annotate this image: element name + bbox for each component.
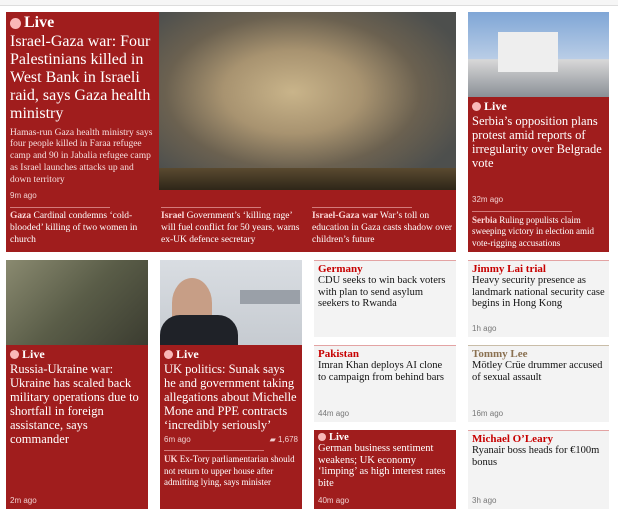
kicker: Jimmy Lai trial [472, 262, 546, 275]
live-dot-icon [318, 433, 326, 441]
timestamp: 3h ago [472, 495, 497, 505]
kicker: Pakistan [318, 347, 359, 360]
story-card-jimmy-lai[interactable] [468, 260, 609, 337]
kicker: Germany [318, 262, 363, 275]
headline[interactable]: Imran Khan deploys AI clone to campaign from behind bars [318, 359, 444, 383]
live-badge [10, 347, 144, 362]
sublink-kicker: Israel [161, 211, 185, 222]
sublink-text: Government’s ‘killing rage’ will fuel conflict for 50 years, warns ex-UK defence secretary [161, 211, 300, 246]
live-label: Live [329, 431, 349, 443]
live-label: Live [22, 346, 45, 361]
sublink[interactable] [161, 207, 307, 247]
live-badge [10, 14, 154, 32]
headline[interactable]: Mötley Crüe drummer accused of sexual assault [472, 359, 603, 383]
comment-count-value: 1,678 [277, 434, 298, 444]
live-badge [472, 99, 605, 114]
comment-count[interactable] [270, 435, 298, 445]
sublink-text: Cardinal condemns ‘cold-blooded’ killing of two women in church [10, 211, 138, 246]
sublink-text: Ex-Tory parliamentarian should not return to upper house after admitting lying, says minister [164, 454, 295, 487]
sublink[interactable] [312, 207, 458, 247]
ukraine-story-card[interactable] [6, 260, 148, 509]
live-dot-icon [164, 350, 173, 359]
story-card-pakistan[interactable] [314, 345, 456, 422]
timestamp: 2m ago [10, 495, 37, 505]
sublink[interactable] [10, 207, 156, 247]
live-dot-icon [10, 18, 21, 29]
soldiers-image [6, 260, 148, 345]
story-card-german-business[interactable] [314, 430, 456, 509]
small-stories-column [468, 260, 609, 509]
sunak-headline[interactable]: UK politics: Sunak says he and government taking allegations about Michelle Mone and PPE contracts ‘incredibly seriously’ [164, 361, 297, 432]
sublink-text: Ruling populists claim sweeping victory in election amid vote-rigging accusations [472, 215, 594, 248]
headline[interactable]: Heavy security presence as landmark national security case begins in Hong Kong [472, 274, 605, 310]
belgrade-image [468, 12, 609, 97]
headline[interactable]: CDU seeks to win back voters with plan to send asylum seekers to Rwanda [318, 274, 446, 310]
headline[interactable]: Ryanair boss heads for €100m bonus [472, 444, 600, 468]
story-card-germany[interactable] [314, 260, 456, 337]
comment-icon: ▰ [269, 434, 276, 444]
sublink[interactable] [472, 211, 605, 249]
live-dot-icon [472, 102, 481, 111]
timestamp: 32m ago [472, 194, 504, 204]
serbia-story-card[interactable] [468, 12, 609, 252]
lead-headline[interactable]: Israel-Gaza war: Four Palestinians killed in West Bank in Israeli raid, says Gaza health ministry [10, 33, 151, 122]
serbia-headline[interactable]: Serbia’s opposition plans protest amid reports of irregularity over Belgrade vote [472, 114, 602, 170]
kicker: Michael O’Leary [472, 432, 553, 445]
live-dot-icon [10, 350, 19, 359]
sublink-kicker: Israel-Gaza war [312, 211, 378, 222]
timestamp: 1h ago [472, 323, 497, 333]
live-badge [318, 432, 452, 443]
ukraine-headline[interactable]: Russia-Ukraine war: Ukraine has scaled back military operations due to shortfall in foreign assistance, says commander [10, 361, 139, 446]
sublink-text: War’s toll on education in Gaza casts shadow over children’s future [312, 211, 453, 246]
sunak-story-card[interactable] [160, 260, 302, 509]
story-card-tommy-lee[interactable] [468, 345, 609, 422]
live-label: Live [176, 346, 199, 361]
live-label: Live [484, 99, 507, 113]
timestamp: 40m ago [318, 495, 350, 505]
sublink-kicker: UK [164, 454, 178, 465]
gaza-smoke-image [159, 12, 456, 190]
sublink[interactable] [164, 450, 298, 488]
front-page-grid [0, 6, 618, 515]
timestamp: 44m ago [318, 408, 350, 418]
headline[interactable]: German business sentiment weakens; UK economy ‘limping’ as high interest rates bite [318, 442, 446, 490]
lead-standfirst: Hamas-run Gaza health ministry says four people killed in Faraa refugee camp and 90 in Jabalia refugee camp as Israel launches attacks up and down territory [10, 127, 153, 186]
lead-story-card[interactable] [6, 12, 456, 252]
timestamp: 9m ago [10, 190, 37, 200]
sublink-kicker: Serbia [472, 215, 498, 226]
sunak-image [160, 260, 302, 345]
story-card-oleary[interactable] [468, 430, 609, 509]
small-stories-column [314, 260, 456, 509]
kicker: Tommy Lee [472, 347, 528, 360]
timestamp: 6m ago [164, 434, 191, 444]
timestamp: 16m ago [472, 408, 504, 418]
live-badge [164, 347, 298, 362]
sublink-kicker: Gaza [10, 211, 32, 222]
live-label: Live [24, 14, 55, 31]
